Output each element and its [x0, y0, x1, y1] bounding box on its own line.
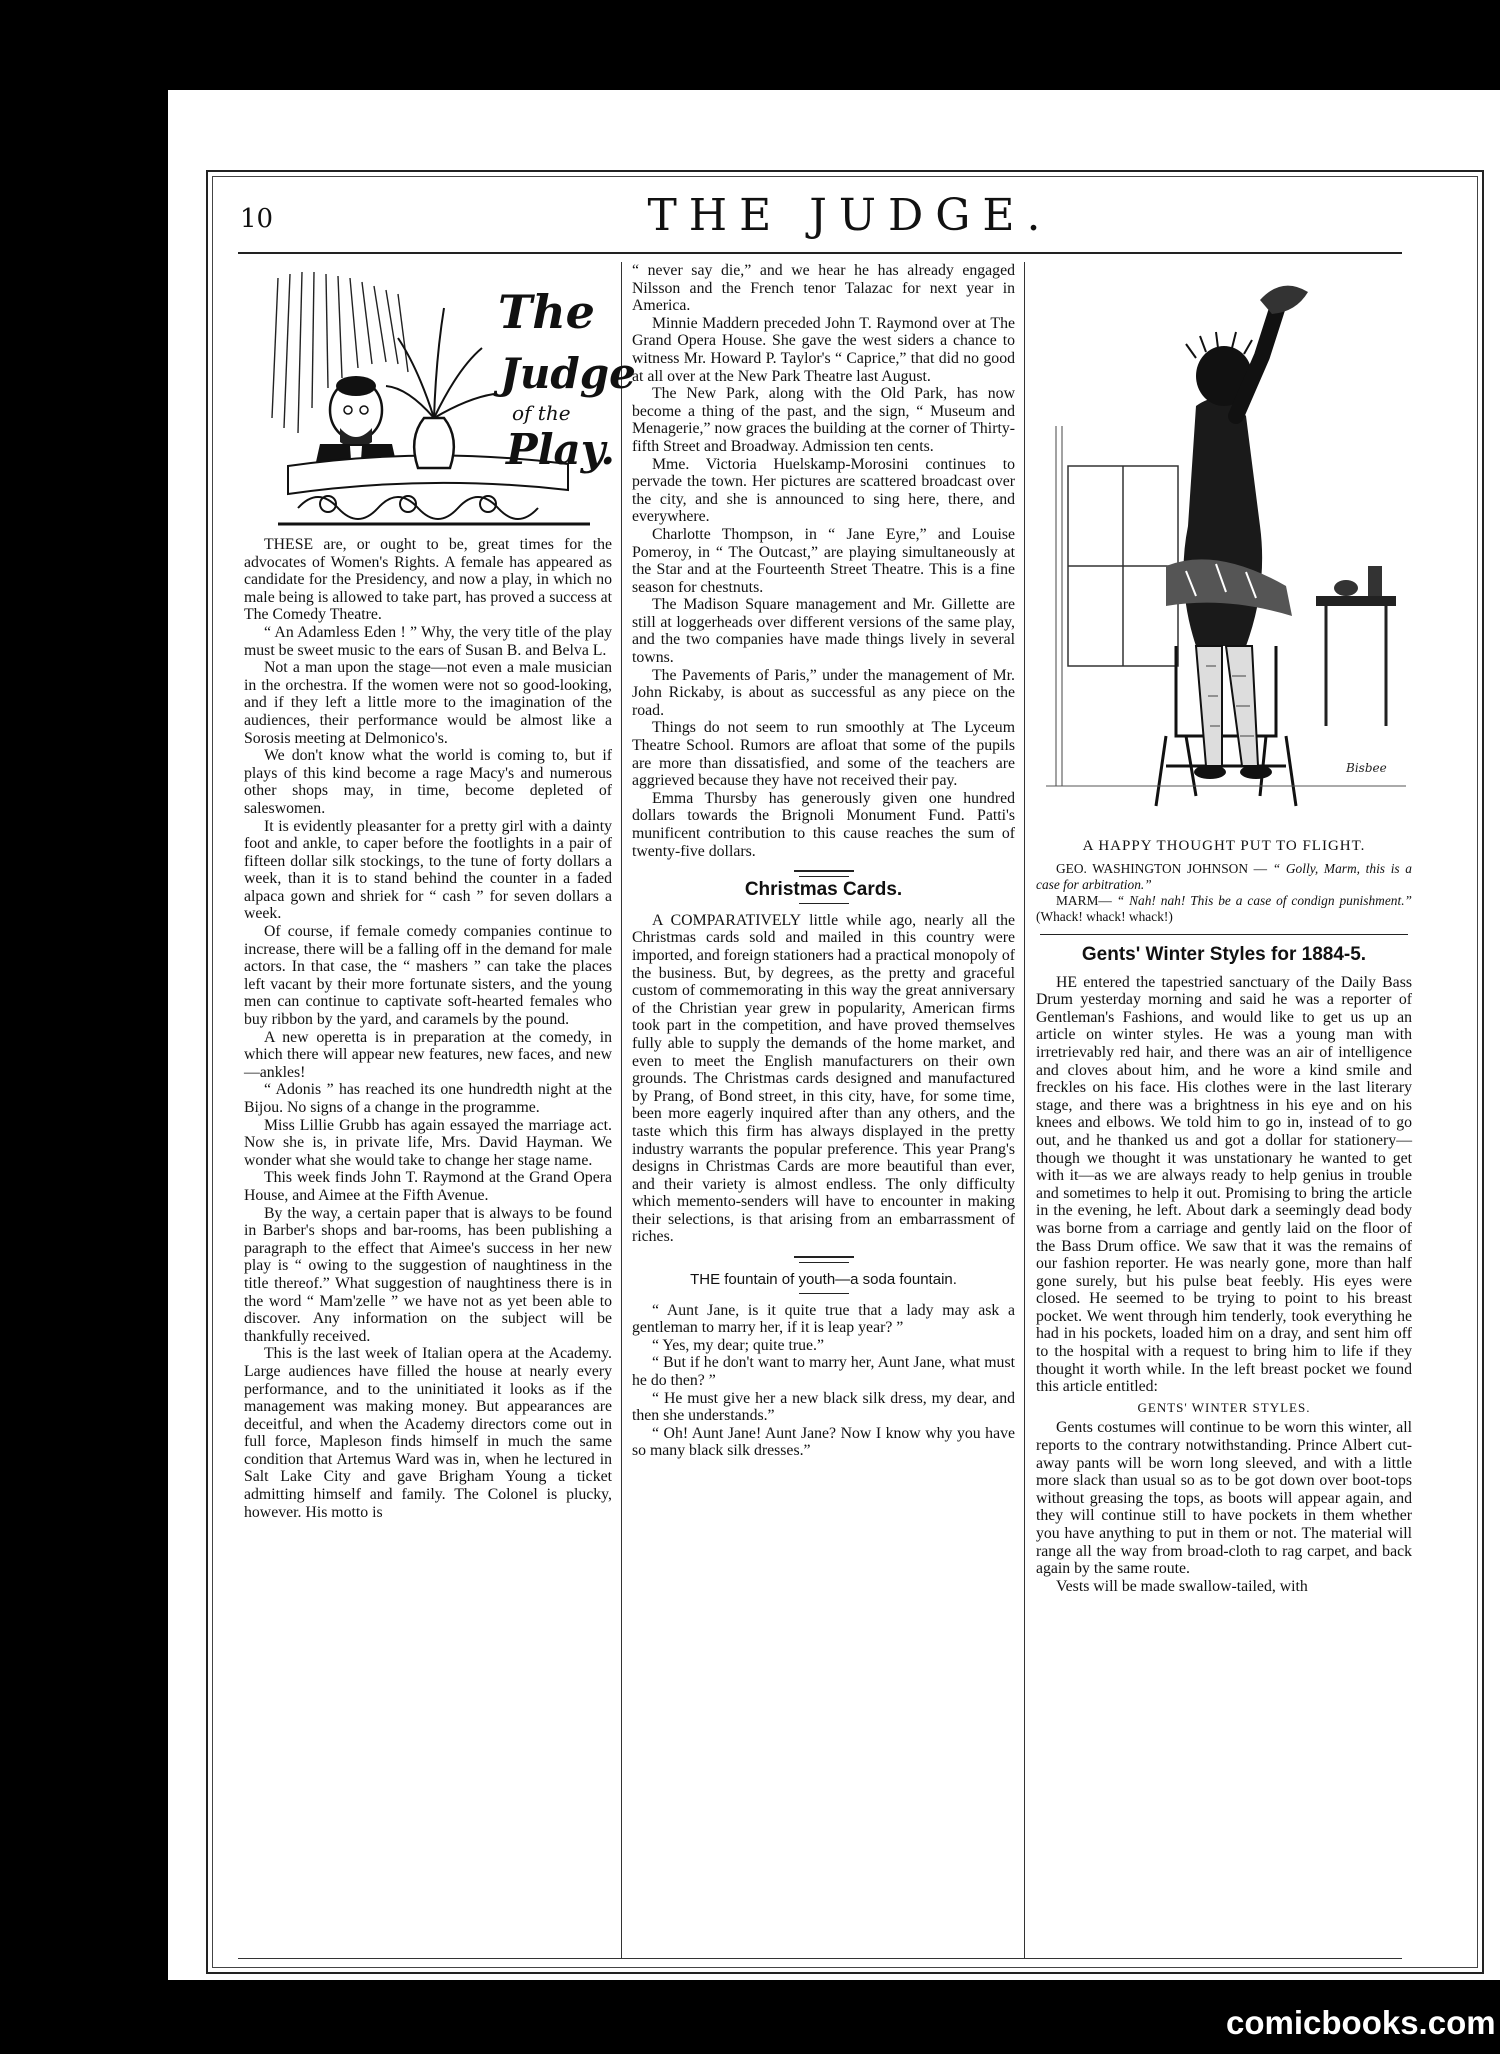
- section-rule: [799, 876, 849, 877]
- paragraph: We don't know what the world is coming to, but if plays of this kind become a rage Macy's and numerous other shops may, in time, become depleted of saleswomen.: [244, 747, 612, 817]
- paragraph: Miss Lillie Grubb has again essayed the marriage act. Now she is, in private life, Mrs. David Hayman. We wonder what she would take to change her stage name.: [244, 1116, 612, 1169]
- paragraph: This week finds John T. Raymond at the Grand Opera House, and Aimee at the Fifth Avenue.: [244, 1169, 612, 1204]
- paragraph: This is the last week of Italian opera at the Academy. Large audiences have filled the house at nearly every performance, and to the uninitiated it looks as if the management was making money. But appearances are deceitful, and when the Academy directors come out in full force, Mapleson finds himself in much the same condition that Artemus Ward was in, when he lectured in Salt Lake City and gave Brigham Young a ticket admitting himself and family. The Colonel is plucky, however. His motto is: [244, 1345, 612, 1521]
- christmas-cards-article: [632, 912, 1015, 1246]
- article-body: entered the tapestried sanctuary of the Daily Bass Drum yesterday morning and said he was a reporter of Gentleman's Fashions, and would like to get us up an article on winter styles. He was a young man with irretrievably red hair, and there was an air of intelligence and cloves about him, and he wore a kind smile and freckles on his face. His clothes were in the last literary stage, and there was a brightness in his eye and on his knees and elbows. We told him to go in, instead of to go out, and he thanked us and got a dollar for stationery—though we thought it was unstationary he wanted to get with it—as we are always ready to help genius in trouble and sometimes to help it out. Promising to bring the article in the evening, he left. About dark a seemingly dead body was borne from a carriage and gently laid on the floor of the Bass Drum office. We saw that it was the remains of our fashion reporter. He was nearly gone, more than half gone surely, but his pulse beat feebly. His eyes were closed. He seemed to be trying to point to his breast pocket. We went through him tenderly, took everything he had in his pockets, loaded him on a dray, and sent him off to the hospital with a request to bring him to life if they thought it worth while. In the left breast pocket we found this article entitled:: [1036, 973, 1412, 1396]
- paragraph: By the way, a certain paper that is always to be found in Barber's shops and bar-rooms, has been publishing a paragraph to the effect that Aimee's success in her new play is “ owing to the suggestion of naughtiness in the title thereof.” What suggestion of naughtiness there is in the word “ Mam'zelle ” we have not as yet been able to discover. Any information on the subject will be thankfully received.: [244, 1204, 612, 1345]
- section-rule: [794, 870, 854, 872]
- article-lead: HE: [1056, 973, 1078, 991]
- paragraph: “ Adonis ” has reached its one hundredth night at the Bijou. No signs of a change in the programme.: [244, 1081, 612, 1116]
- paragraph: Things do not seem to run smoothly at The Lyceum Theatre School. Rumors are afloat that some of the pupils are more than dissatisfied, and some of the teachers are aggrieved because they have not received their pay.: [632, 719, 1015, 790]
- column-divider: [1024, 262, 1025, 1958]
- marm-line: “ Nah! nah! This be a case of condign punishment.”: [1116, 893, 1412, 908]
- cartoon-dialogue: [1036, 861, 1412, 925]
- paragraph: Of course, if female comedy companies continue to increase, there will be a falling off in the demand for male actors. In that case, the “ mashers ” can take the places left vacant by their more fortunate sisters, and the young men can continue to captivate soft-hearted females who buy ribbon by the yard, and caramels by the pound.: [244, 923, 612, 1029]
- happy-thought-cartoon-illustration: [1046, 266, 1406, 820]
- judge-of-the-play-headpiece-illustration: [268, 268, 636, 530]
- section-rule: [1040, 934, 1408, 935]
- headpiece-word-of-the: of the: [512, 401, 571, 425]
- dialogue-line: “ Oh! Aunt Jane! Aunt Jane? Now I know why you have so many black silk dresses.”: [632, 1424, 1015, 1460]
- column-3-gents-winter-styles: [1036, 946, 1412, 1946]
- paragraph: Minnie Maddern preceded John T. Raymond over at The Grand Opera House. She gave the west siders a chance to witness Mr. Howard P. Taylor's “ Caprice,” that did no good at all over at the New Park Theatre last August.: [632, 314, 1015, 385]
- masthead-title: THE JUDGE.: [647, 190, 1053, 241]
- column-1-theatre-notes: [244, 536, 612, 1944]
- bottom-rule: [238, 1958, 1402, 1959]
- paragraph: A new operetta is in preparation at the comedy, in which there will appear new features, new faces, and new—ankles!: [244, 1028, 612, 1081]
- watermark: comicbooks.com: [1226, 2004, 1496, 2041]
- paragraph: The New Park, along with the Old Park, has now become a thing of the past, and the sign, “ Museum and Menagerie,” now graces the building at the corner of Thirty-fifth Street and Broadway. Admission ten cents.: [632, 385, 1015, 455]
- column-2: [632, 262, 1015, 1944]
- page-number: 10: [240, 204, 274, 234]
- paragraph: Emma Thursby has generously given one hundred dollars towards the Brignoli Monument Fund. Patti's munificent contribution to this cause reaches the sum of twenty-five dollars.: [632, 789, 1015, 860]
- artist-signature: Bisbee: [1346, 761, 1387, 775]
- section-rule: [799, 1293, 849, 1294]
- section-rule: [799, 903, 849, 904]
- speaker-johnson: GEO. WASHINGTON JOHNSON —: [1056, 861, 1268, 876]
- section-rule: [794, 1256, 854, 1258]
- paragraph: Gents costumes will continue to be worn this winter, all reports to the contrary notwithstanding. Prince Albert cut-away pants will be worn long sleeved, and with a little more slack than usual so as to be got down over boot-tops without greasing the tops, as boots will appear again, and they will continue still to have pockets in them whether you have anything to put in them or not. The material will range all the way from broad-cloth to rag carpet, and back again by the same route.: [1036, 1419, 1412, 1578]
- headpiece-word-play: Play.: [506, 425, 615, 474]
- paragraph: “ never say die,” and we hear he has already engaged Nilsson and the French tenor Talazac for next year in America.: [632, 262, 1015, 315]
- fountain-of-youth-quip: THE fountain of youth—a soda fountain.: [690, 1271, 957, 1289]
- paragraph: Charlotte Thompson, in “ Jane Eyre,” and Louise Pomeroy, in “ The Outcast,” are playing simultaneously at the Star and at the Fourteenth Street Theatre. This is a fine season for chestnuts.: [632, 525, 1015, 596]
- paragraph: The Pavements of Paris,” under the management of Mr. John Rickaby, is about as successful as any piece on the road.: [632, 666, 1015, 719]
- column-divider: [621, 262, 622, 1958]
- paragraph: THESE are, or ought to be, great times for the advocates of Women's Rights. A female has appeared as candidate for the Presidency, and now a play, in which no male being is allowed to take part, has proved a success at The Comedy Theatre.: [244, 536, 612, 624]
- christmas-body: little while ago, nearly all the Christmas cards sold and mailed in this country were imported, and foreign stationers had a practical monopoly of the business. But, by degrees, as the pretty and graceful custom of commemorating in this way the great anniversary of the Christian year grew in popularity, American firms took part in the competition, and have proved themselves fully able to supply the demands of the home market, and even to meet the English manufacturers on their own grounds. The Christmas cards designed and manufactured by Prang, of Bond street, in this city, have, for some time, been more eagerly inquired after than any others, and the taste which this firm has always displayed in the pretty industry warrants the popular preference. This year Prang's designs in Christmas Cards are more beautiful than ever, and their variety is almost endless. The only difficulty which memento-senders will have to encounter in making their selections, is that arising from an embarrassment of riches.: [632, 911, 1015, 1246]
- headpiece-word-judge: Judge: [500, 349, 636, 398]
- johnson-line: “ Golly, Marm, this is a case for arbitration.”: [1036, 861, 1412, 892]
- section-rule: [799, 1262, 849, 1263]
- paragraph: Not a man upon the stage—not even a male musician in the orchestra. If the women were not so good-looking, and if they left a little more to the imagination of the audiences, their performance would be almost like a Sorosis meeting at Delmonico's.: [244, 659, 612, 747]
- paragraph: Vests will be made swallow-tailed, with: [1056, 1577, 1308, 1595]
- headpiece-word-the: The: [498, 285, 595, 339]
- article-intro: [1036, 974, 1412, 1396]
- paragraph: It is evidently pleasanter for a pretty girl with a dainty foot and ankle, to caper before the footlights in a pair of fifteen dollar silk stockings, to the tune of forty dollars a week, than it is to stand behind the counter in a faded alpaca gown and shriek for “ cash ” for seven dollars a week.: [244, 817, 612, 923]
- paragraph: The Madison Square management and Mr. Gillette are still at loggerheads over different versions of the same play, and the two companies have made things lively in several towns.: [632, 596, 1015, 667]
- whack-line: (Whack! whack! whack!): [1036, 909, 1173, 924]
- dialogue-line: “ Yes, my dear; quite true.”: [652, 1336, 824, 1354]
- dialogue-line: “ But if he don't want to marry her, Aunt Jane, what must he do then? ”: [632, 1354, 1015, 1390]
- dialogue-line: “ Aunt Jane, is it quite true that a lady may ask a gentleman to marry her, if it is leap year? ”: [632, 1301, 1015, 1337]
- cartoon-title: A HAPPY THOUGHT PUT TO FLIGHT.: [1082, 838, 1366, 854]
- paragraph: “ An Adamless Eden ! ” Why, the very title of the play must be sweet music to the ears of Susan B. and Belva L.: [244, 623, 612, 659]
- christmas-lead: A COMPARATIVELY: [652, 911, 802, 929]
- gents-winter-styles-heading: Gents' Winter Styles for 1884-5.: [1081, 944, 1367, 965]
- gents-winter-styles-subheading: GENTS' WINTER STYLES.: [1137, 1399, 1311, 1415]
- masthead-rule: [238, 252, 1402, 254]
- christmas-cards-heading: Christmas Cards.: [744, 879, 903, 901]
- dialogue-line: “ He must give her a new black silk dress, my dear, and then she understands.”: [632, 1389, 1015, 1425]
- paragraph: Mme. Victoria Huelskamp-Morosini continues to pervade the town. Her pictures are scattered broadcast over the city, and she is announced to sing here, there, and everywhere.: [632, 455, 1015, 526]
- speaker-marm: MARM—: [1056, 893, 1112, 908]
- cartoon-caption: [1036, 838, 1412, 925]
